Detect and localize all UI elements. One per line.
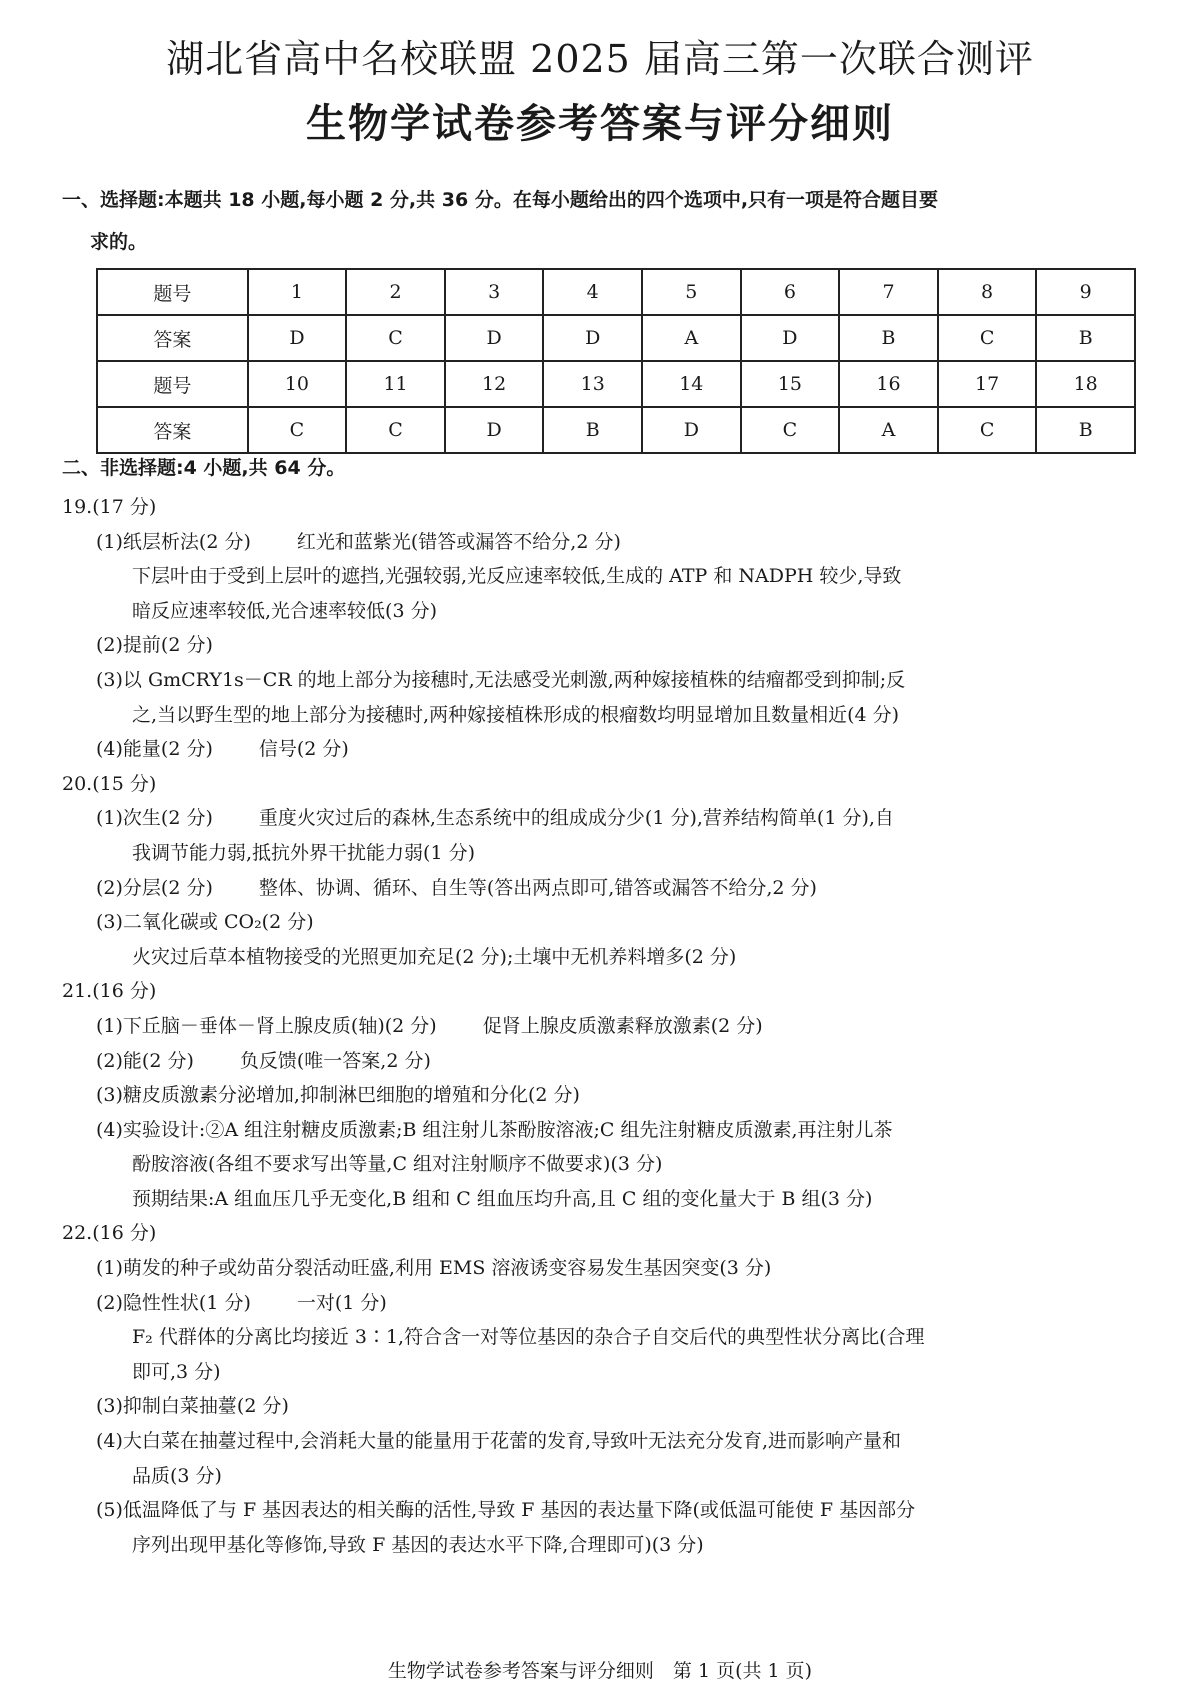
answer-table-cell: C xyxy=(938,407,1037,453)
answer-table-cell: B xyxy=(1036,315,1135,361)
answer-line xyxy=(62,732,1142,767)
answer-table-cell: 13 xyxy=(543,361,642,407)
answer-table-row-header: 答案 xyxy=(97,315,248,361)
answer-line xyxy=(62,525,1142,560)
answer-line xyxy=(62,836,1142,871)
answer-line xyxy=(62,801,1142,836)
answer-text: 预期结果:A 组血压几乎无变化,B 组和 C 组血压均升高,且 C 组的变化量大于 B 组(3 分) xyxy=(132,1187,873,1210)
answer-text: 22.(16 分) xyxy=(62,1222,157,1245)
answer-text: (3)糖皮质激素分泌增加,抑制淋巴细胞的增殖和分化(2 分) xyxy=(96,1084,580,1107)
answer-text: (2)隐性性状(1 分) xyxy=(96,1291,251,1314)
answer-line xyxy=(62,663,1142,698)
answer-text-secondary: 信号(2 分) xyxy=(258,738,349,761)
question-header xyxy=(62,490,1142,525)
answer-text: (4)实验设计:②A 组注射糖皮质激素;B 组注射儿茶酚胺溶液;C 组先注射糖皮质激素,再注射儿茶 xyxy=(96,1118,893,1141)
answer-table-cell: B xyxy=(839,315,938,361)
answer-table-cell: D xyxy=(248,315,347,361)
answer-table-cell: D xyxy=(741,315,840,361)
answer-line xyxy=(62,1320,1142,1355)
section1-heading-line1: 一、选择题:本题共 18 小题,每小题 2 分,共 36 分。在每小题给出的四个选项中,只有一项是符合题目要 xyxy=(62,189,939,211)
answer-text: (1)纸层析法(2 分) xyxy=(96,530,251,553)
answer-text: 20.(15 分) xyxy=(62,772,157,795)
section1-heading-line2: 求的。 xyxy=(90,231,148,253)
answer-line xyxy=(62,1424,1142,1459)
answer-text-secondary: 重度火灾过后的森林,生态系统中的组成成分少(1 分),营养结构简单(1 分),自 xyxy=(258,807,894,830)
answer-line xyxy=(62,698,1142,733)
answer-table-cell: 9 xyxy=(1036,269,1135,315)
answer-line xyxy=(62,871,1142,906)
answer-text: 21.(16 分) xyxy=(62,980,157,1003)
answer-text: 我调节能力弱,抵抗外界干扰能力弱(1 分) xyxy=(132,841,475,864)
answer-table-cell: 6 xyxy=(741,269,840,315)
answer-line xyxy=(62,940,1142,975)
answer-table-cell: C xyxy=(248,407,347,453)
answer-line xyxy=(62,1493,1142,1528)
answer-text: 品质(3 分) xyxy=(132,1464,222,1487)
question-header xyxy=(62,974,1142,1009)
answer-table-cell: 12 xyxy=(445,361,544,407)
document-title: 生物学试卷参考答案与评分细则 xyxy=(306,101,894,147)
answer-table-cell: D xyxy=(445,315,544,361)
answer-table-cell: D xyxy=(543,315,642,361)
answer-line xyxy=(62,1009,1142,1044)
answer-table-cell: 14 xyxy=(642,361,741,407)
answer-table-cell: A xyxy=(642,315,741,361)
answer-table-cell: C xyxy=(346,407,445,453)
answer-text-secondary: 促肾上腺皮质激素释放激素(2 分) xyxy=(482,1014,763,1037)
answer-text: 暗反应速率较低,光合速率较低(3 分) xyxy=(132,599,437,622)
answer-table-cell: 1 xyxy=(248,269,347,315)
answer-table-cell: B xyxy=(543,407,642,453)
answer-table-cell: 15 xyxy=(741,361,840,407)
answer-table-cell: D xyxy=(642,407,741,453)
answer-table-row xyxy=(97,407,1135,453)
answer-line xyxy=(62,1355,1142,1390)
answer-table-cell: C xyxy=(938,315,1037,361)
answer-line xyxy=(62,1078,1142,1113)
answer-text: 酚胺溶液(各组不要求写出等量,C 组对注射顺序不做要求)(3 分) xyxy=(132,1153,663,1176)
answer-table-cell: 3 xyxy=(445,269,544,315)
answer-text: (3)抑制白菜抽薹(2 分) xyxy=(96,1395,289,1418)
answer-line xyxy=(62,1113,1142,1148)
answer-text-secondary: 负反馈(唯一答案,2 分) xyxy=(239,1049,431,1072)
answer-table-cell: D xyxy=(445,407,544,453)
answer-text-secondary: 一对(1 分) xyxy=(296,1291,387,1314)
answer-line xyxy=(62,1251,1142,1286)
answer-text: (4)大白菜在抽薹过程中,会消耗大量的能量用于花蕾的发育,导致叶无法充分发育,进而影响产量和 xyxy=(96,1430,902,1453)
answer-text: (3)以 GmCRY1s－CR 的地上部分为接穗时,无法感受光刺激,两种嫁接植株的结瘤都受到抑制;反 xyxy=(96,668,906,691)
answer-table-row xyxy=(97,269,1135,315)
answer-text: 之,当以野生型的地上部分为接穗时,两种嫁接植株形成的根瘤数均明显增加且数量相近(4 分) xyxy=(132,703,900,726)
answer-text: 下层叶由于受到上层叶的遮挡,光强较弱,光反应速率较低,生成的 ATP 和 NADPH 较少,导致 xyxy=(132,565,902,588)
answer-table-cell: C xyxy=(741,407,840,453)
answer-text: 19.(17 分) xyxy=(62,496,157,518)
answer-table-cell: 18 xyxy=(1036,361,1135,407)
answer-table-row-header: 题号 xyxy=(97,269,248,315)
answer-line xyxy=(62,905,1142,940)
answer-text: (2)分层(2 分) xyxy=(96,876,213,899)
question-header xyxy=(62,1216,1142,1251)
page-footer: 生物学试卷参考答案与评分细则 第 1 页(共 1 页) xyxy=(387,1660,813,1682)
answer-table-cell: A xyxy=(839,407,938,453)
answer-line xyxy=(62,1147,1142,1182)
answer-text: 序列出现甲基化等修饰,导致 F 基因的表达水平下降,合理即可)(3 分) xyxy=(132,1533,704,1556)
answer-text-secondary: 整体、协调、循环、自生等(答出两点即可,错答或漏答不给分,2 分) xyxy=(258,876,817,899)
answer-table-cell: 2 xyxy=(346,269,445,315)
answer-line xyxy=(62,1182,1142,1217)
answer-table-cell: 5 xyxy=(642,269,741,315)
answer-table-cell: 16 xyxy=(839,361,938,407)
answer-text: 即可,3 分) xyxy=(132,1360,221,1383)
answer-table-row-header: 答案 xyxy=(97,407,248,453)
answer-line xyxy=(62,559,1142,594)
answer-text: (4)能量(2 分) xyxy=(96,738,213,761)
answer-table-row-header: 题号 xyxy=(97,361,248,407)
answer-table-row xyxy=(97,361,1135,407)
answer-table-cell: C xyxy=(346,315,445,361)
answer-text: (5)低温降低了与 F 基因表达的相关酶的活性,导致 F 基因的表达量下降(或低温可能使 F 基因部分 xyxy=(96,1499,916,1522)
answer-table-cell: B xyxy=(1036,407,1135,453)
answer-text: (3)二氧化碳或 CO₂(2 分) xyxy=(96,911,314,934)
answer-text: (2)能(2 分) xyxy=(96,1049,194,1072)
answer-table-cell: 11 xyxy=(346,361,445,407)
answer-line xyxy=(62,1286,1142,1321)
answer-table-cell: 17 xyxy=(938,361,1037,407)
answer-table-cell: 4 xyxy=(543,269,642,315)
answer-table-cell: 8 xyxy=(938,269,1037,315)
answer-text: 火灾过后草本植物接受的光照更加充足(2 分);土壤中无机养料增多(2 分) xyxy=(132,945,737,968)
answer-text: (1)下丘脑－垂体－肾上腺皮质(轴)(2 分) xyxy=(96,1014,437,1037)
answer-table-row xyxy=(97,315,1135,361)
answer-text: (2)提前(2 分) xyxy=(96,634,213,657)
answer-text: (1)萌发的种子或幼苗分裂活动旺盛,利用 EMS 溶液诱变容易发生基因突变(3 分) xyxy=(96,1257,772,1280)
answer-text-secondary: 红光和蓝紫光(错答或漏答不给分,2 分) xyxy=(296,530,621,553)
answer-line xyxy=(62,1044,1142,1079)
exam-title: 湖北省高中名校联盟 2025 届高三第一次联合测评 xyxy=(166,37,1034,81)
answer-line xyxy=(62,1389,1142,1424)
question-header xyxy=(62,767,1142,802)
answer-line xyxy=(62,1528,1142,1563)
answer-table xyxy=(96,268,1136,454)
answer-line xyxy=(62,1459,1142,1494)
answer-line xyxy=(62,628,1142,663)
answer-text: F₂ 代群体的分离比均接近 3∶1,符合含一对等位基因的杂合子自交后代的典型性状分离比(合理 xyxy=(132,1326,925,1349)
section2-heading: 二、非选择题:4 小题,共 64 分。 xyxy=(62,457,346,479)
section2-content xyxy=(62,490,1142,1562)
answer-text: (1)次生(2 分) xyxy=(96,807,213,830)
answer-line xyxy=(62,594,1142,629)
answer-table-cell: 10 xyxy=(248,361,347,407)
answer-table-cell: 7 xyxy=(839,269,938,315)
